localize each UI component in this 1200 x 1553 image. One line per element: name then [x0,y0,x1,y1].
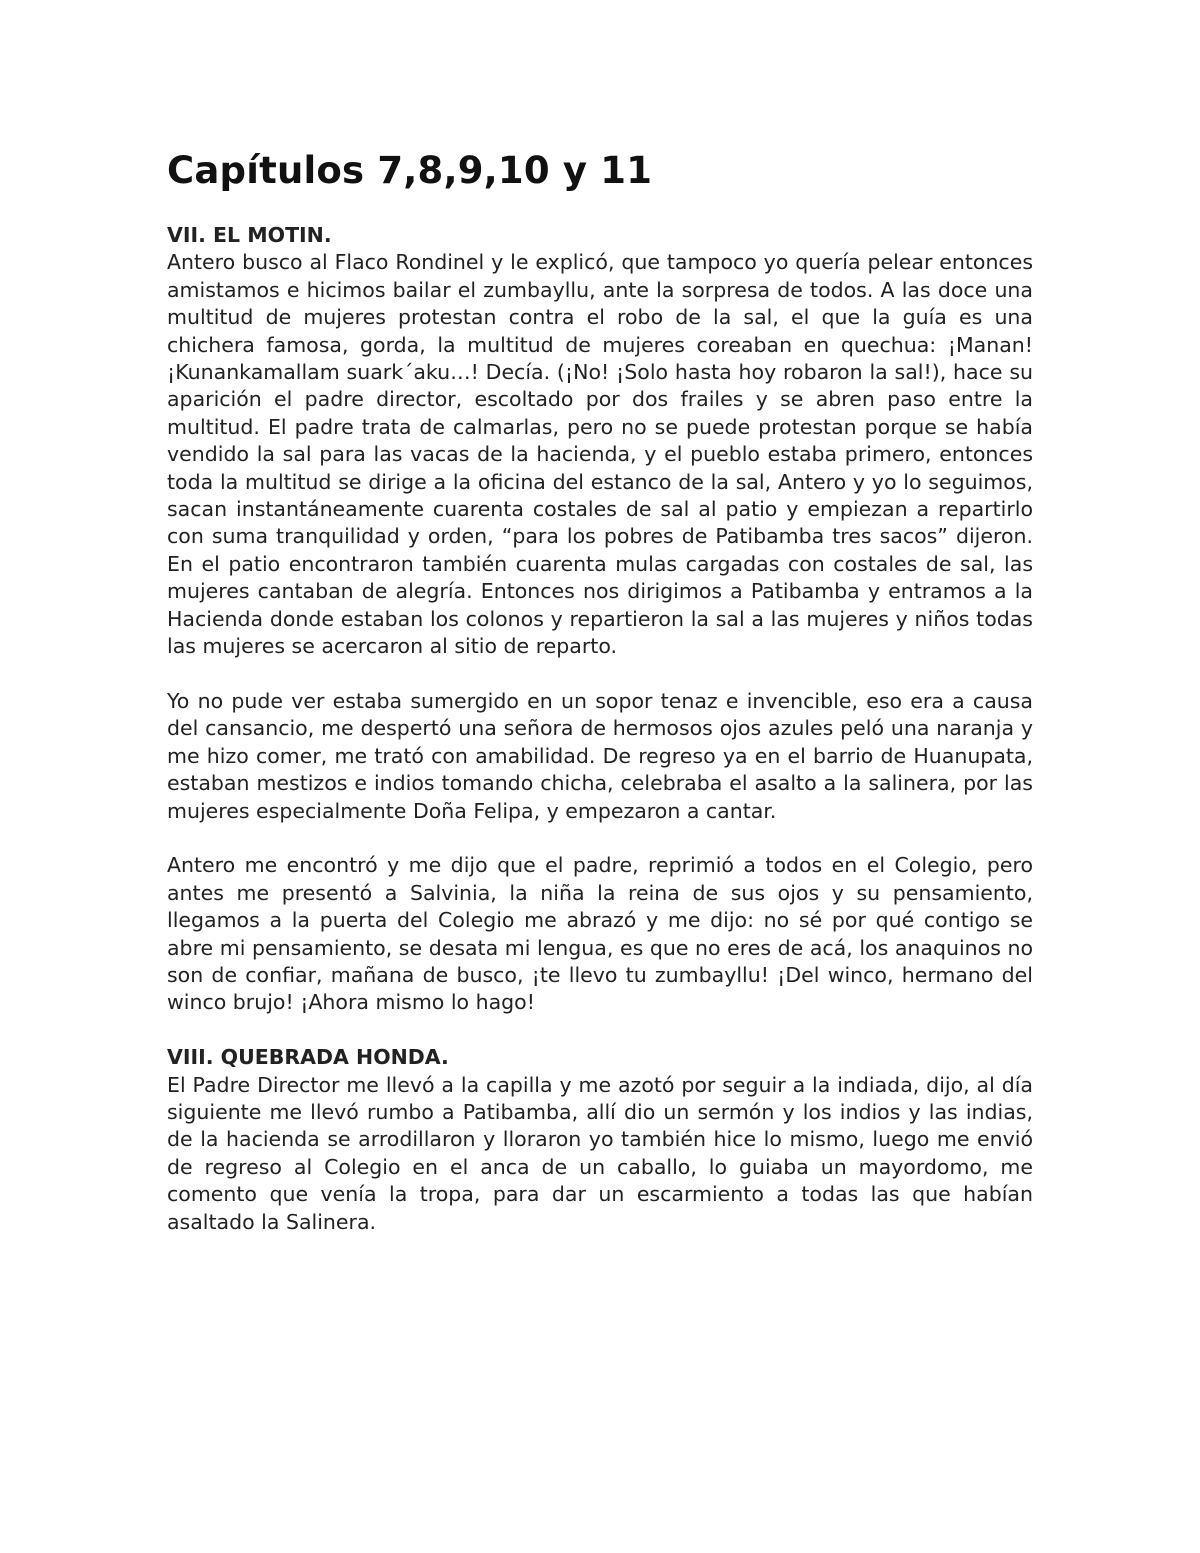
paragraph: El Padre Director me llevó a la capilla y me azotó por seguir a la indiada, dijo, al día siguiente me llevó rumbo a Patibamba, allí dio un sermón y los indios y las indias, de la hacienda se arrodillaron y lloraron yo también hice lo mismo, luego me envió de regreso al Colegio en el anca de un caballo, lo guiaba un mayordomo, me comento que venía la tropa, para dar un escarmiento a todas las que habían asaltado la Salinera. [167,1072,1033,1234]
chapter-7 [167,222,1033,1017]
paragraph: Antero me encontró y me dijo que el padre, reprimió a todos en el Colegio, pero antes me presentó a Salvinia, la niña la reina de sus ojos y su pensamiento, llegamos a la puerta del Colegio me abrazó y me dijo: no sé por qué contigo se abre mi pensamiento, se desata mi lengua, es que no eres de acá, los anaquinos no son de confiar, mañana de busco, ¡te llevo tu zumbayllu! ¡Del winco, hermano del winco brujo! ¡Ahora mismo lo hago! [167,853,1033,1015]
document-title: Capítulos 7,8,9,10 y 11 [167,149,653,192]
chapter-8 [167,1044,1033,1236]
document-page [167,150,1033,1236]
paragraph: Yo no pude ver estaba sumergido en un sopor tenaz e invencible, eso era a causa del cansancio, me despertó una señora de hermosos ojos azules peló una naranja y me hizo comer, me trató con amabilidad. De regreso ya en el barrio de Huanupata, estaban mestizos e indios tomando chicha, celebraba el asalto a la salinera, por las mujeres especialmente Doña Felipa, y empezaron a cantar. [167,688,1033,823]
chapter-heading: VII. EL MOTIN. [167,223,332,247]
paragraph: Antero busco al Flaco Rondinel y le explicó, que tampoco yo quería pelear entonces amistamos e hicimos bailar el zumbayllu, ante la sorpresa de todos. A las doce una multitud de mujeres protestan contra el robo de la sal, el que la guía es una chichera famosa, gorda, la multitud de mujeres coreaban en quechua: ¡Manan! ¡Kunankamallam suark´aku…! Decía. (¡No! ¡Solo hasta hoy robaron la sal!), hace su aparición el padre director, escoltado por dos frailes y se abren paso entre la multitud. El padre trata de calmarlas, pero no se puede protestan porque se había vendido la sal para las vacas de la hacienda, y el pueblo estaba primero, entonces toda la multitud se dirige a la oficina del estanco de la sal, Antero y yo lo seguimos, sacan instantáneamente cuarenta costales de sal al patio y empiezan a repartirlo con suma tranquilidad y orden, “para los pobres de Patibamba tres sacos” dijeron. En el patio encontraron también cuarenta mulas cargadas con costales de sal, las mujeres cantaban de alegría. Entonces nos dirigimos a Patibamba y entramos a la Hacienda donde estaban los colonos y repartieron la sal a las mujeres y niños todas las mujeres se acercaron al sitio de reparto. [167,250,1033,659]
chapter-heading: VIII. QUEBRADA HONDA. [167,1045,449,1070]
